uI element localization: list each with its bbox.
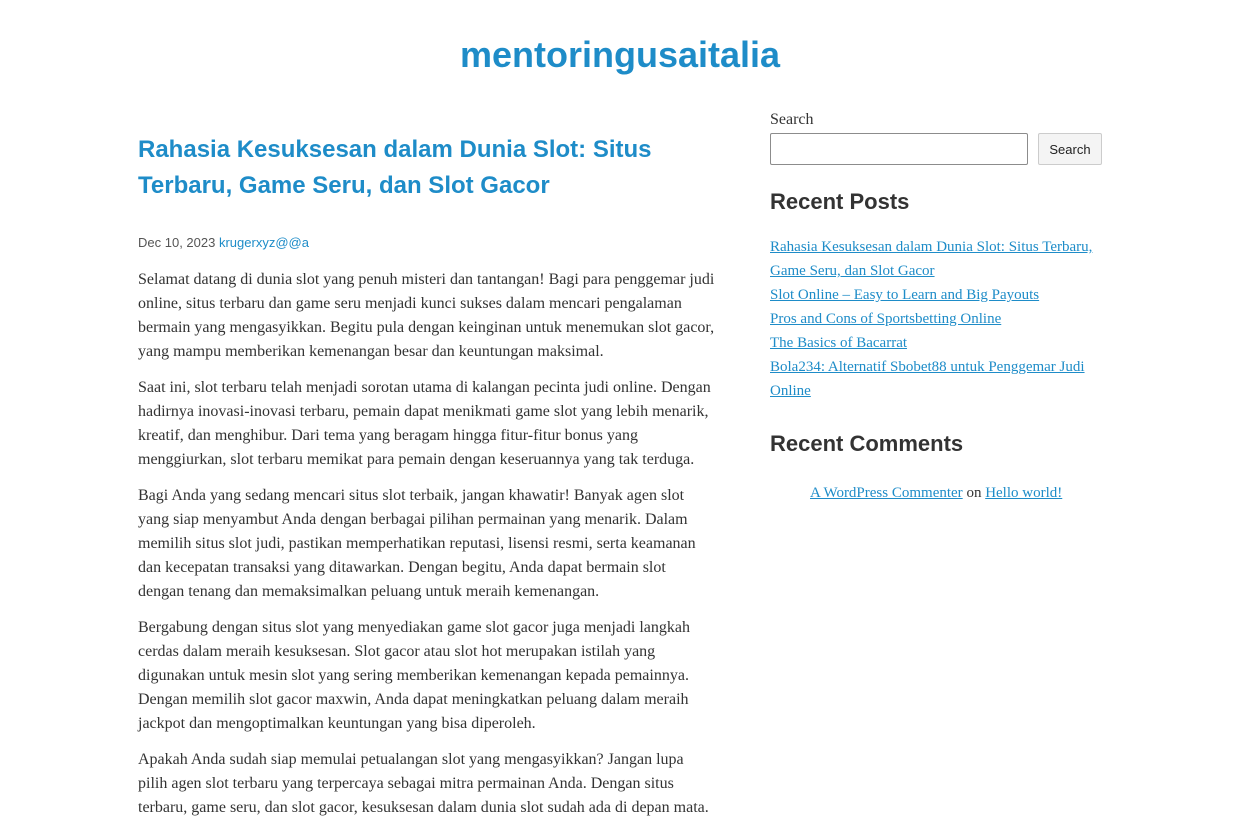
post-paragraph: Bergabung dengan situs slot yang menyediakan game slot gacor juga menjadi langkah cerdas dalam meraih kesuksesan. Slot gacor atau slot hot merupakan istilah yang digunakan untuk mesin slot yang sering memberikan kemenangan kepada pemainnya. Dengan memilih slot gacor maxwin, Anda dapat meningkatkan peluang dalam meraih jackpot dan mengoptimalkan keuntungan yang bisa diperoleh. <box>138 619 691 732</box>
site-title-link[interactable]: mentoringusaitalia <box>459 34 781 75</box>
search-button[interactable]: Search <box>1038 133 1102 165</box>
recent-posts-list <box>770 235 1105 403</box>
comment-joiner: on <box>966 485 982 501</box>
recent-post-link[interactable]: Slot Online – Easy to Learn and Big Payouts <box>770 287 1040 303</box>
post-body <box>138 268 716 820</box>
recent-comment-item <box>770 481 1105 505</box>
post-paragraph: Saat ini, slot terbaru telah menjadi sorotan utama di kalangan pecinta judi online. Dengan hadirnya inovasi-inovasi terbaru, pemain dapat menikmati game slot yang lebih menarik, kreatif, dan menghibur. Dari tema yang beragam hingga fitur-fitur bonus yang menggiurkan, slot terbaru memikat para pemain dengan keseruannya yang tak terduga. <box>138 379 711 468</box>
post-paragraph: Bagi Anda yang sedang mencari situs slot terbaik, jangan khawatir! Banyak agen slot yang siap menyambut Anda dengan berbagai pilihan permainan yang menarik. Dalam memilih situs slot judi, pastikan memperhatikan reputasi, lisensi resmi, serta keamanan dan kecepatan transaksi yang ditawarkan. Dengan begitu, Anda dapat bermain slot dengan tenang dan memaksimalkan peluang untuk meraih kemenangan. <box>138 487 696 600</box>
search-widget <box>770 110 1105 165</box>
sidebar <box>770 110 1105 505</box>
search-input[interactable] <box>770 133 1028 165</box>
post-date[interactable]: Dec 10, 2023 <box>138 235 216 250</box>
recent-post-link[interactable]: Rahasia Kesuksesan dalam Dunia Slot: Situs Terbaru, Game Seru, dan Slot Gacor <box>770 239 1093 279</box>
post-paragraph: Apakah Anda sudah siap memulai petualangan slot yang mengasyikkan? Jangan lupa pilih agen slot terbaru yang terpercaya sebagai mitra permainan Anda. Dengan situs terbaru, game seru, dan slot gacor, kesuksesan dalam dunia slot sudah ada di depan mata. <box>138 751 709 816</box>
comment-post-link[interactable]: Hello world! <box>985 485 1063 501</box>
recent-posts-title: Recent Posts <box>770 189 910 214</box>
recent-post-link[interactable]: The Basics of Bacarrat <box>770 335 908 351</box>
post-article <box>138 132 716 820</box>
list-item <box>770 235 1105 283</box>
recent-comments-title: Recent Comments <box>770 431 964 456</box>
recent-post-link[interactable]: Pros and Cons of Sportsbetting Online <box>770 311 1002 327</box>
post-author-link[interactable]: krugerxyz@@a <box>218 235 309 250</box>
list-item <box>770 355 1105 403</box>
post-title[interactable]: Rahasia Kesuksesan dalam Dunia Slot: Situs Terbaru, Game Seru, dan Slot Gacor <box>138 136 652 199</box>
list-item <box>770 307 1105 331</box>
list-item <box>770 283 1105 307</box>
recent-post-link[interactable]: Bola234: Alternatif Sbobet88 untuk Penggemar Judi Online <box>770 359 1085 399</box>
list-item <box>770 331 1105 355</box>
comment-author-link[interactable]: A WordPress Commenter <box>810 485 963 501</box>
post-meta <box>138 234 716 252</box>
post-paragraph: Selamat datang di dunia slot yang penuh misteri dan tantangan! Bagi para penggemar judi online, situs terbaru dan game seru menjadi kunci sukses dalam mencari pengalaman bermain yang mengasyikkan. Begitu pula dengan keinginan untuk menemukan slot gacor, yang mampu memberikan kemenangan besar dan keuntungan maksimal. <box>138 271 715 360</box>
search-label: Search <box>770 111 814 128</box>
search-row <box>770 133 1105 165</box>
main-content <box>138 132 716 832</box>
